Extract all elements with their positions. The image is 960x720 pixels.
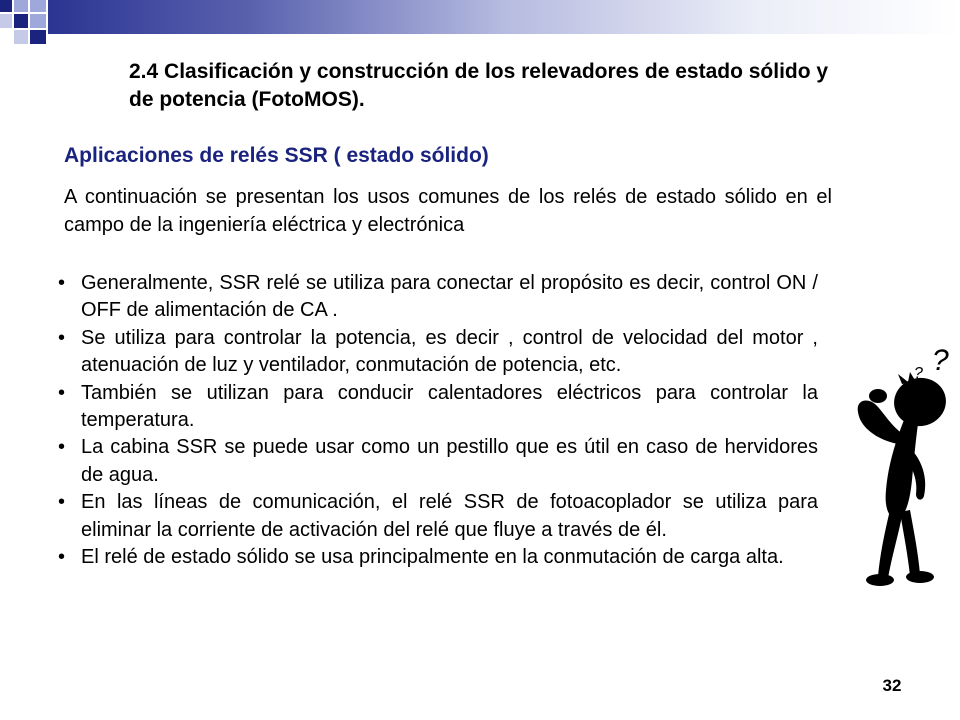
intro-paragraph: A continuación se presentan los usos comunes de los relés de estado sólido en el campo de la ingeniería eléctrica y electrónica xyxy=(64,186,832,236)
bullet-list xyxy=(56,270,818,571)
deco-square xyxy=(14,0,28,12)
bullet-text: En las líneas de comunicación, el relé SSR de fotoacoplador se utiliza para eliminar la corriente de activación del relé que fluye a través de él. xyxy=(81,491,818,541)
bullet-dot: • xyxy=(58,272,66,294)
bullet-item xyxy=(56,434,818,489)
deco-square xyxy=(0,0,12,12)
bullet-text: Generalmente, SSR relé se utiliza para conectar el propósito es decir, control ON / OFF de alimentación de CA . xyxy=(81,272,818,322)
bullet-item xyxy=(56,380,818,435)
slide-title: 2.4 Clasificación y construcción de los relevadores de estado sólido y de potencia (FotoMOS). xyxy=(129,60,829,111)
question-mark-small: ? xyxy=(914,365,923,382)
bullet-text: También se utilizan para conducir calentadores eléctricos para controlar la temperatura. xyxy=(81,381,818,432)
bullet-item xyxy=(56,325,818,380)
bullet-dot: • xyxy=(58,436,66,459)
deco-square xyxy=(0,14,12,28)
bullet-dot: • xyxy=(58,491,66,514)
bullet-item xyxy=(56,544,818,571)
deco-square xyxy=(30,30,46,44)
bullet-text: La cabina SSR se puede usar como un pestillo que es útil en caso de hervidores de agua. xyxy=(81,436,818,486)
thinking-man-icon xyxy=(838,340,960,600)
header-gradient-bar xyxy=(48,0,960,34)
bullet-item xyxy=(56,489,818,544)
deco-square xyxy=(14,14,28,28)
deco-square xyxy=(30,0,46,12)
bullet-dot: • xyxy=(58,381,66,404)
page-number: 32 xyxy=(882,676,902,695)
section-subtitle: Aplicaciones de relés SSR ( estado sólido) xyxy=(64,144,489,167)
deco-square xyxy=(30,14,46,28)
bullet-dot: • xyxy=(58,546,66,569)
thinking-man-drawing xyxy=(838,340,960,600)
bullet-text: Se utiliza para controlar la potencia, es decir , control de velocidad del motor , atenuación de luz y ventilador, conmutación de potencia, etc. xyxy=(81,326,818,377)
bullet-text: El relé de estado sólido se usa principalmente en la conmutación de carga alta. xyxy=(81,546,784,569)
bullet-item xyxy=(56,270,818,325)
bullet-dot: • xyxy=(58,326,66,349)
question-mark: ? xyxy=(932,344,949,377)
deco-square xyxy=(14,30,28,44)
